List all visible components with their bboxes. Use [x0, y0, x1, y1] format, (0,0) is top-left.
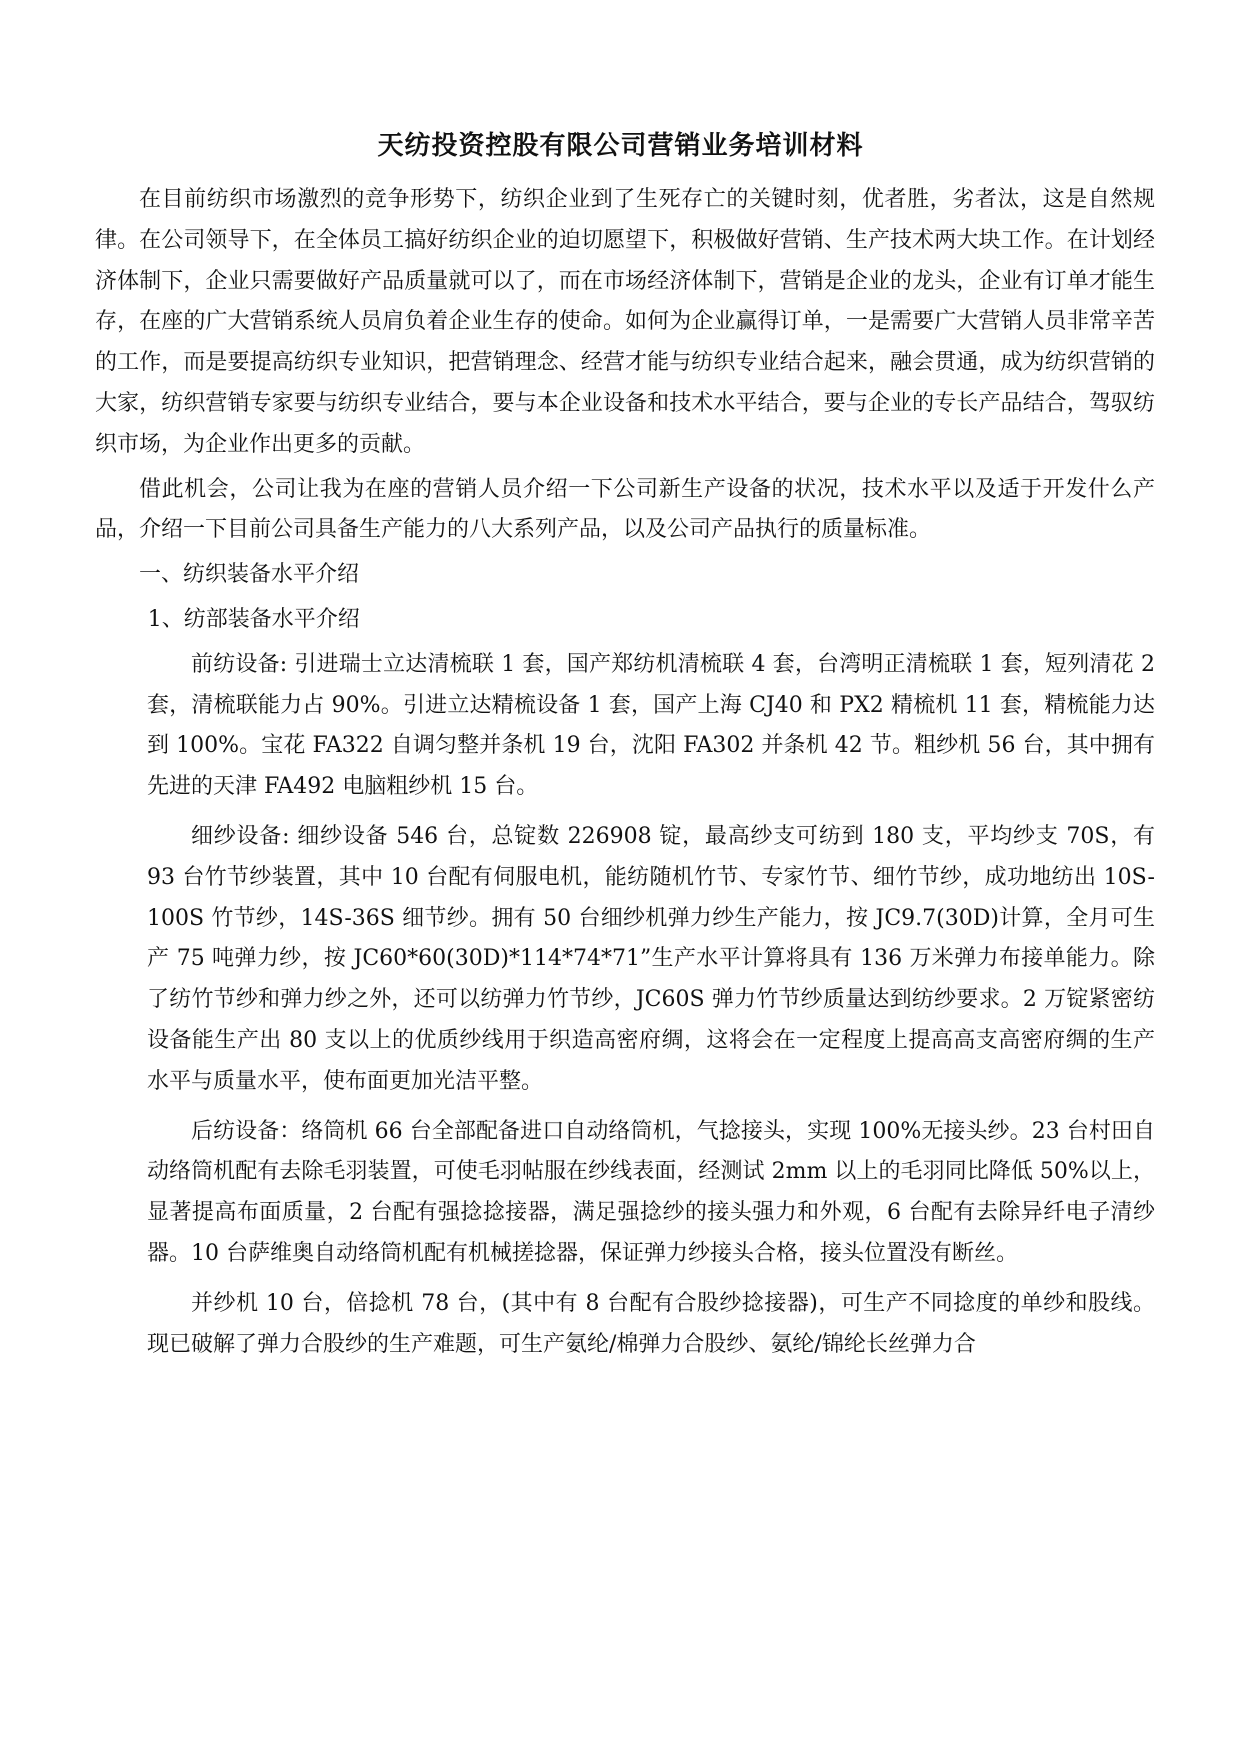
front-spinning-paragraph: 前纺设备: 引进瑞士立达清梳联 1 套，国产郑纺机清梳联 4 套，台湾明正清梳联 1 套，短列清花 2 套，清梳联能力占 90%。引进立达精梳设备 1 套，国产上海 CJ40 和 PX2 精梳机 11 套，精梳能力达到 100%。宝花 FA322 自调匀整并条机 19 台，沈阳 FA302 并条机 42 节。粗纱机 56 台，其中拥有先进的天津 FA492 电脑粗纱机 15 台。 [147, 651, 1155, 800]
document-body [95, 180, 1155, 1365]
winding-paragraph: 后纺设备：络筒机 66 台全部配备进口自动络筒机，气捻接头，实现 100%无接头纱。23 台村田自动络筒机配有去除毛羽装置，可使毛羽帖服在纱线表面，经测试 2mm 以上的毛羽同比降低 50%以上，显著提高布面质量，2 台配有强捻捻接器，满足强捻纱的接头强力和外观，6 台配有去除异纤电子清纱器。10 台萨维奥自动络筒机配有机械搓捻器，保证弹力纱接头合格，接头位置没有断丝。 [147, 1118, 1155, 1266]
doubling-twisting-paragraph: 并纱机 10 台，倍捻机 78 台，(其中有 8 台配有合股纱捻接器)，可生产不同捻度的单纱和股线。现已破解了弹力合股纱的生产难题，可生产氨纶/棉弹力合股纱、氨纶/锦纶长丝弹力合 [147, 1290, 1155, 1357]
subsection-heading: 1、纺部装备水平介绍 [147, 606, 360, 632]
purpose-paragraph: 借此机会，公司让我为在座的营销人员介绍一下公司新生产设备的状况，技术水平以及适于开发什么产品，介绍一下目前公司具备生产能力的八大系列产品，以及公司产品执行的质量标准。 [95, 476, 1155, 543]
intro-paragraph: 在目前纺织市场激烈的竞争形势下，纺织企业到了生死存亡的关键时刻，优者胜，劣者汰，这是自然规律。在公司领导下，在全体员工搞好纺织企业的迫切愿望下，积极做好营销、生产技术两大块工作。在计划经济体制下，企业只需要做好产品质量就可以了，而在市场经济体制下，营销是企业的龙头，企业有订单才能生存，在座的广大营销系统人员肩负着企业生存的使命。如何为企业赢得订单，一是需要广大营销人员非常辛苦的工作，而是要提高纺织专业知识，把营销理念、经营才能与纺织专业结合起来，融会贯通，成为纺织营销的大家，纺织营销专家要与纺织专业结合，要与本企业设备和技术水平结合，要与企业的专长产品结合，驾驭纺织市场，为企业作出更多的贡献。 [95, 187, 1155, 457]
ring-spinning-paragraph: 细纱设备: 细纱设备 546 台，总锭数 226908 锭，最高纱支可纺到 180 支，平均纱支 70S，有 93 台竹节纱装置，其中 10 台配有伺服电机，能纺随机竹节、专家竹节、细竹节纱，成功地纺出 10S-100S 竹节纱，14S-36S 细节纱。拥有 50 台细纱机弹力纱生产能力，按 JC9.7(30D)计算，全月可生产 75 吨弹力纱，按 JC60*60(30D)*114*74*71”生产水平计算将具有 136 万米弹力布接单能力。除了纺竹节纱和弹力纱之外，还可以纺弹力竹节纱，JC60S 弹力竹节纱质量达到纺纱要求。2 万锭紧密纺设备能生产出 80 支以上的优质纱线用于织造高密府绸，这将会在一定程度上提高高支高密府绸的生产水平与质量水平，使布面更加光洁平整。 [147, 823, 1155, 1094]
document-title: 天纺投资控股有限公司营销业务培训材料 [377, 131, 864, 161]
section-heading: 一、纺织装备水平介绍 [139, 562, 360, 588]
